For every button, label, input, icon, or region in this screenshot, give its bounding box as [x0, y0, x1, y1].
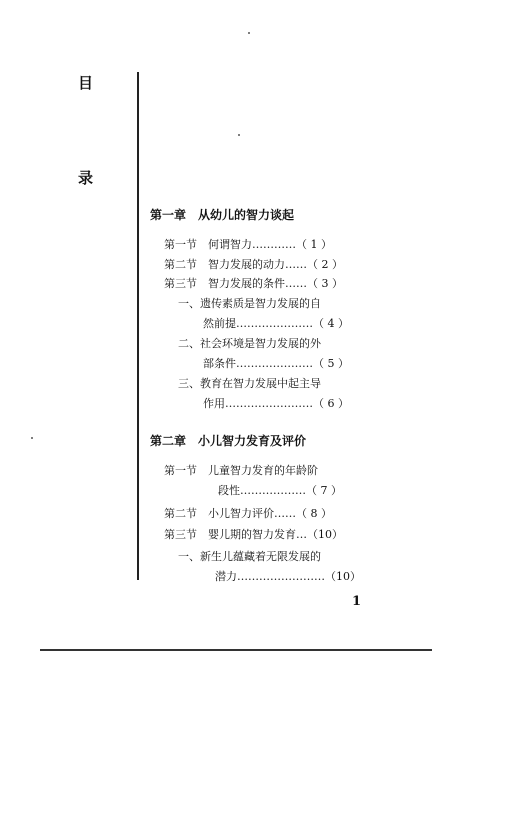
toc-entry: 第一节 何谓智力…………（ 1 ）: [164, 238, 332, 251]
toc-entry: 潜力……………………（10）: [215, 570, 361, 583]
vertical-rule: [137, 72, 139, 580]
toc-entry: 一、遗传素质是智力发展的自: [178, 297, 321, 310]
toc-entry: 三、教育在智力发展中起主导: [178, 377, 321, 390]
toc-entry: 第一节 儿童智力发育的年龄阶: [164, 464, 318, 477]
toc-entry: 段性………………（ 7 ）: [218, 484, 342, 497]
scan-speck: [31, 437, 33, 439]
toc-entry: 第二节 小儿智力评价……（ 8 ）: [164, 507, 332, 520]
toc-entry: 然前提…………………（ 4 ）: [203, 317, 349, 330]
toc-heading-char-1: 目: [78, 74, 94, 92]
toc-entry: 部条件…………………（ 5 ）: [203, 357, 349, 370]
toc-heading-char-2: 录: [78, 169, 94, 187]
chapter-2-title: 第二章 小儿智力发育及评价: [150, 434, 307, 448]
toc-entry: 第三节 智力发展的条件……（ 3 ）: [164, 277, 343, 290]
toc-entry: 一、新生儿蕴藏着无限发展的: [178, 550, 321, 563]
chapter-1-title: 第一章 从幼儿的智力谈起: [150, 208, 295, 222]
toc-entry: 二、社会环境是智力发展的外: [178, 337, 321, 350]
toc-entry: 第二节 智力发展的动力……（ 2 ）: [164, 258, 343, 271]
scan-speck: [238, 134, 240, 136]
scan-speck: [248, 32, 250, 34]
toc-entry: 第三节 婴儿期的智力发育…（10）: [164, 528, 343, 541]
scan-rule: [40, 649, 432, 651]
page-number: 1: [352, 594, 362, 609]
toc-entry: 作用……………………（ 6 ）: [203, 397, 349, 410]
